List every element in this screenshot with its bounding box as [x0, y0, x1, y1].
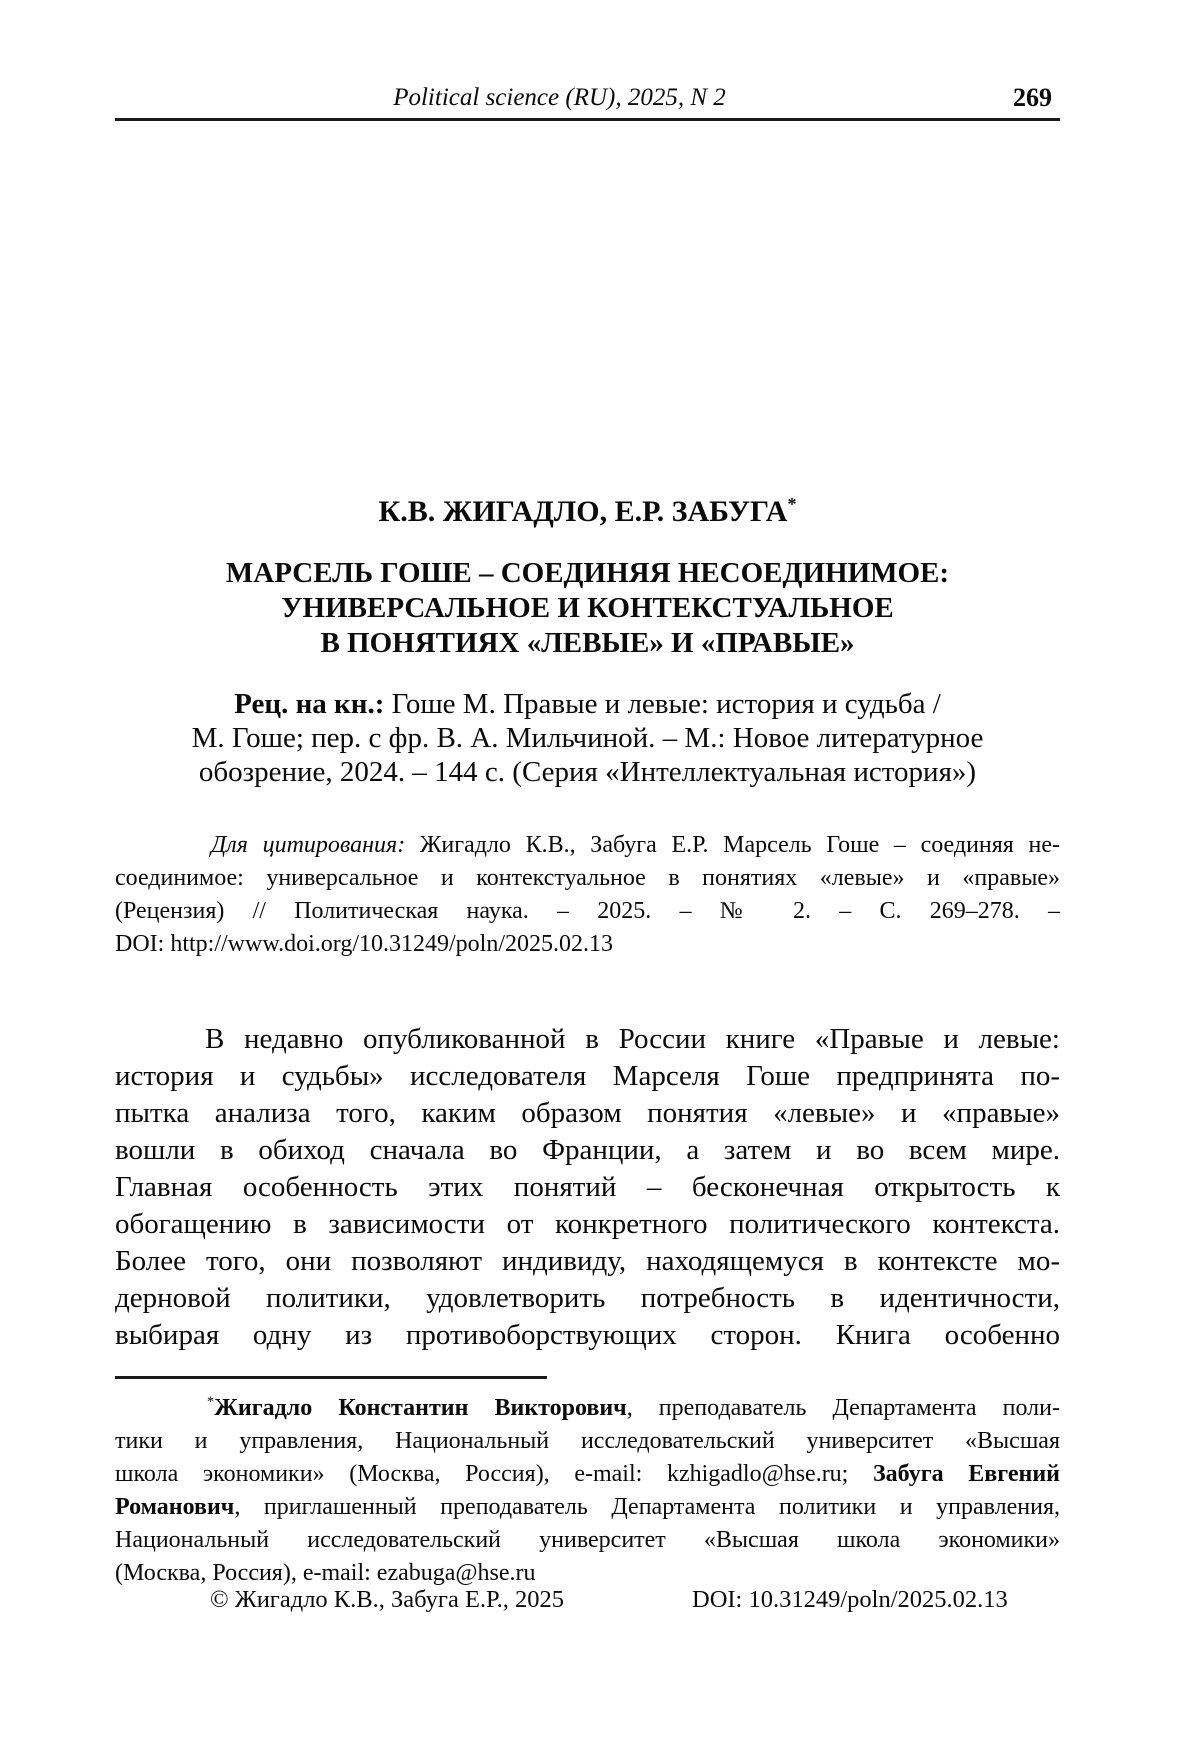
footnote-mark: * — [207, 1394, 215, 1410]
running-head — [115, 82, 1060, 114]
citation-doi-line: DOI: http://www.doi.org/10.31249/poln/2025.02.13 — [115, 931, 613, 957]
citation-line-2: соединимое: универсальное и контекстуальное в понятиях «левые» и «правые» — [115, 865, 1060, 891]
header-rule — [115, 118, 1060, 121]
footnote-separator — [115, 1376, 547, 1379]
body-line-2: история и судьбы» исследователя Марселя Гоше предпринята по- — [115, 1060, 1060, 1092]
title-line-3: В ПОНЯТИЯХ «ЛЕВЫЕ» И «ПРАВЫЕ» — [320, 627, 855, 659]
journal-title: Political science (RU), 2025, N 2 — [393, 84, 726, 111]
footnote-author2-name: Забуга Евгений — [873, 1461, 1060, 1487]
review-reference — [115, 687, 1060, 789]
citation-text: Жигадло К.В., Забуга Е.Р. Марсель Гоше – соединяя не- — [405, 832, 1061, 858]
body-line-9: выбирая одну из противоборствующих сторон. Книга особенно — [115, 1319, 1060, 1351]
title-line-2: УНИВЕРСАЛЬНОЕ И КОНТЕКСТУАЛЬНОЕ — [281, 592, 894, 624]
review-reference-text: Гоше М. Правые и левые: история и судьба / — [384, 688, 941, 720]
footnote-line-1 — [115, 1392, 1060, 1425]
footnote-line-2: тики и управления, Национальный исследовательский университет «Высшая — [115, 1428, 1060, 1454]
body-paragraph — [115, 1021, 1060, 1354]
authors-footnote-mark: * — [787, 494, 797, 514]
authors-line — [115, 494, 1060, 530]
footnote-text: , приглашенный преподаватель Департамента политики и управления, — [234, 1494, 1060, 1520]
title-line-1: МАРСЕЛЬ ГОШЕ – СОЕДИНЯЯ НЕСОЕДИНИМОЕ: — [225, 557, 950, 589]
article-title — [115, 556, 1060, 661]
review-reference-label: Рец. на кн.: — [234, 688, 385, 720]
footnote-author2-name: Романович — [115, 1494, 235, 1520]
footnote-block — [115, 1392, 1060, 1590]
footnote-author1-name: Жигадло Константин Викторович — [214, 1395, 627, 1421]
body-line-1: В недавно опубликованной в России книге «Правые и левые: — [205, 1023, 1060, 1055]
footnote-text: школа экономики» (Москва, Россия), e-mail: kzhigadlo@hse.ru; — [115, 1461, 873, 1487]
citation-label: Для цитирования: — [211, 832, 406, 858]
body-line-6: обогащению в зависимости от конкретного политического контекста. — [115, 1208, 1060, 1240]
doi-notice: DOI: 10.31249/poln/2025.02.13 — [692, 1586, 1008, 1613]
footnote-text: , преподаватель Департамента поли- — [626, 1395, 1060, 1421]
body-line-4: вошли в обиход сначала во Франции, а затем и во всем мире. — [115, 1134, 1060, 1166]
author-names: К.В. ЖИГАДЛО, Е.Р. ЗАБУГА — [378, 495, 788, 528]
footnote-line-6: (Москва, Россия), e-mail: ezabuga@hse.ru — [115, 1560, 536, 1586]
citation-line-1 — [115, 829, 1060, 862]
citation-block — [115, 829, 1060, 961]
citation-line-3: (Рецензия) // Политическая наука. – 2025. – № 2. – С. 269–278. – — [115, 898, 1060, 924]
review-reference-line-3: обозрение, 2024. – 144 с. (Серия «Интеллектуальная история») — [198, 756, 977, 788]
body-line-7: Более того, они позволяют индивиду, находящемуся в контексте мо- — [115, 1245, 1060, 1277]
review-reference-line-2: М. Гоше; пер. с фр. В. А. Мильчиной. – М.: Новое литературное — [191, 722, 984, 754]
imprint-row — [115, 1583, 1060, 1616]
body-line-5: Главная особенность этих понятий – бесконечная открытость к — [115, 1171, 1060, 1203]
footnote-line-3 — [115, 1458, 1060, 1491]
footnote-line-5: Национальный исследовательский университет «Высшая школа экономики» — [115, 1527, 1060, 1553]
page-number: 269 — [1013, 83, 1052, 112]
body-line-8: дерновой политики, удовлетворить потребность в идентичности, — [115, 1282, 1060, 1314]
copyright-notice: © Жигадло К.В., Забуга Е.Р., 2025 — [210, 1586, 564, 1613]
body-line-3: пытка анализа того, каким образом понятия «левые» и «правые» — [115, 1097, 1060, 1129]
review-reference-line-1 — [115, 687, 1060, 721]
footnote-line-4 — [115, 1491, 1060, 1524]
